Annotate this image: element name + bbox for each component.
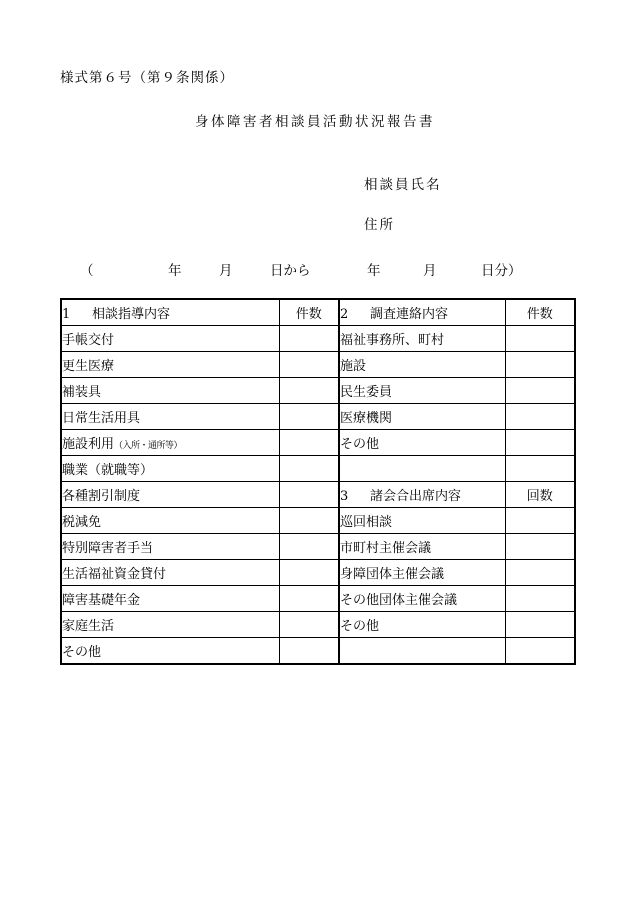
table-row (61, 430, 575, 456)
period-to-day: 日分） (481, 263, 522, 279)
section1-item-label: 各種割引制度 (61, 482, 279, 508)
period-from-year: 年 (168, 263, 182, 279)
section1-item-facility-cell (61, 430, 279, 456)
table-row (61, 586, 575, 612)
section1-item-label: その他 (61, 638, 279, 665)
section1-count-cell[interactable] (279, 378, 339, 404)
table-row (61, 534, 575, 560)
table-row (61, 404, 575, 430)
section3-item-label: 巡回相談 (339, 508, 505, 534)
section3-count-header: 回数 (505, 482, 575, 508)
section3-count-cell[interactable] (505, 508, 575, 534)
table-row (61, 352, 575, 378)
table-row (61, 326, 575, 352)
section3-count-cell[interactable] (505, 586, 575, 612)
section2-heading: 調査連絡内容 (370, 307, 449, 322)
section3-heading-cell (339, 482, 505, 508)
section3-item-label: 身障団体主催会議 (339, 560, 505, 586)
section1-item-label: 生活福祉資金貸付 (61, 560, 279, 586)
section2-item-label: 福祉事務所、町村 (339, 326, 505, 352)
section1-heading: 相談指導内容 (92, 307, 171, 322)
section1-count-cell[interactable] (279, 456, 339, 482)
table-row (61, 482, 575, 508)
name-label: 相談員氏名 (364, 177, 442, 193)
period-to-year: 年 (367, 263, 381, 279)
activity-table (60, 298, 576, 665)
section1-item-label: 補装具 (61, 378, 279, 404)
table-row (61, 638, 575, 665)
table-row (61, 612, 575, 638)
section1-count-cell[interactable] (279, 612, 339, 638)
section1-count-cell[interactable] (279, 586, 339, 612)
section2-number: 2 (340, 307, 349, 322)
period-from-month: 月 (219, 263, 233, 279)
section1-count-cell[interactable] (279, 482, 339, 508)
section2-count-cell[interactable] (505, 326, 575, 352)
table-row (61, 378, 575, 404)
section2-item-label: その他 (339, 430, 505, 456)
section1-count-cell[interactable] (279, 560, 339, 586)
section1-number: 1 (62, 307, 71, 322)
facility-note: （入所・通所等） (114, 441, 183, 451)
section1-item-label: 職業（就職等） (61, 456, 279, 482)
section1-count-cell[interactable] (279, 352, 339, 378)
section1-count-cell[interactable] (279, 638, 339, 665)
section2-item-label: 医療機関 (339, 404, 505, 430)
section3-count-cell[interactable] (505, 560, 575, 586)
section2-blank-cell (339, 456, 505, 482)
table-row (61, 508, 575, 534)
section3-blank-count-cell (505, 638, 575, 665)
section3-heading: 諸会合出席内容 (370, 489, 462, 504)
section1-item-label: 施設利用 (62, 437, 115, 452)
section3-item-label: 市町村主催会議 (339, 534, 505, 560)
section2-count-header: 件数 (505, 299, 575, 326)
section1-count-header: 件数 (279, 299, 339, 326)
period-open-paren: （ (80, 263, 94, 279)
section2-count-cell[interactable] (505, 430, 575, 456)
section1-count-cell[interactable] (279, 534, 339, 560)
section2-count-cell[interactable] (505, 404, 575, 430)
section1-item-label: 障害基礎年金 (61, 586, 279, 612)
section2-heading-cell (339, 299, 505, 326)
table-row (61, 560, 575, 586)
section3-item-label: その他 (339, 612, 505, 638)
table-row (61, 456, 575, 482)
section3-count-cell[interactable] (505, 534, 575, 560)
document-title: 身体障害者相談員活動状況報告書 (195, 114, 435, 130)
section1-item-label: 手帳交付 (61, 326, 279, 352)
section3-count-cell[interactable] (505, 612, 575, 638)
section2-count-cell[interactable] (505, 352, 575, 378)
section1-heading-cell (61, 299, 279, 326)
section3-item-label: その他団体主催会議 (339, 586, 505, 612)
address-label: 住所 (364, 217, 395, 233)
section3-blank-cell (339, 638, 505, 665)
section2-item-label: 施設 (339, 352, 505, 378)
section1-count-cell[interactable] (279, 508, 339, 534)
section2-count-cell[interactable] (505, 378, 575, 404)
table-row (61, 299, 575, 326)
section1-item-label: 特別障害者手当 (61, 534, 279, 560)
section1-count-cell[interactable] (279, 404, 339, 430)
section1-item-label: 税減免 (61, 508, 279, 534)
form-number: 様式第６号（第９条関係） (60, 70, 234, 86)
section1-count-cell[interactable] (279, 326, 339, 352)
period-from-day: 日から (270, 263, 311, 279)
section2-blank-count-cell (505, 456, 575, 482)
section1-item-label: 更生医療 (61, 352, 279, 378)
section2-item-label: 民生委員 (339, 378, 505, 404)
section1-count-cell[interactable] (279, 430, 339, 456)
section3-number: 3 (340, 489, 349, 504)
section1-item-label: 家庭生活 (61, 612, 279, 638)
period-to-month: 月 (423, 263, 437, 279)
section1-item-label: 日常生活用具 (61, 404, 279, 430)
